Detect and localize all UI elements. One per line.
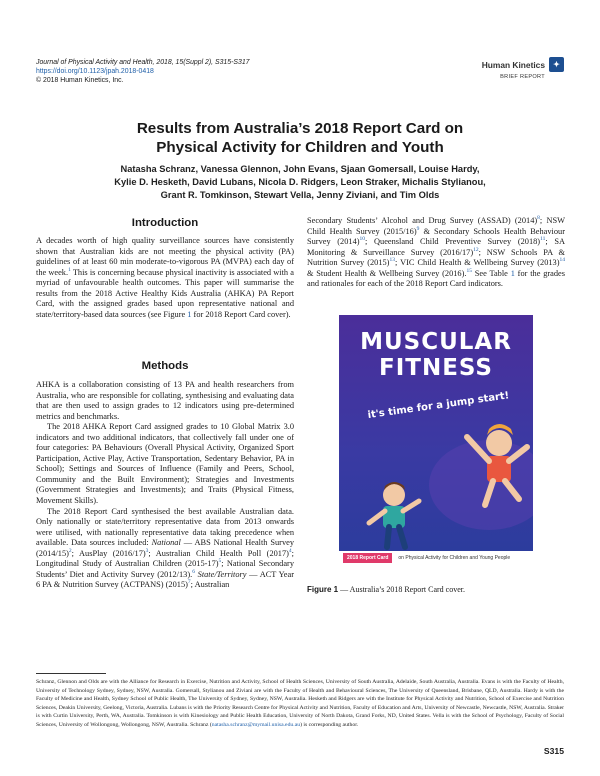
- paragraph: AHKA is a collaboration consisting of 13 PA and health researchers from Australia, who are responsible for collating, synthesising and evaluating data that are then used to assign grades to 12 indicators using pre-determined metrics and benchmarks.: [36, 380, 294, 421]
- figure-caption: Figure 1 — Australia’s 2018 Report Card cover.: [307, 585, 465, 594]
- reference-link[interactable]: 15: [466, 267, 472, 274]
- reference-link[interactable]: 4: [288, 547, 292, 554]
- cover-subtitle: it's time for a jump start!: [367, 390, 510, 422]
- introduction-heading: Introduction: [131, 217, 199, 229]
- author-list: [56, 163, 544, 203]
- reference-link[interactable]: 3: [145, 547, 149, 554]
- journal-header: [36, 58, 249, 85]
- title-line: Results from Australia’s 2018 Report Card on: [136, 120, 464, 137]
- reference-link[interactable]: 8: [537, 215, 540, 222]
- methods-text: [36, 380, 294, 591]
- cover-footer-text: on Physical Activity for Children and Young People: [398, 555, 511, 561]
- doi-link[interactable]: https://doi.org/10.1123/jpah.2018-0418: [36, 68, 154, 75]
- paragraph: The 2018 AHKA Report Card assigned grades to 10 Global Matrix 3.0 indicators and two additional indicators, that collectively fall under one of four categories: PA Behaviours (Overall Physical Activity, Organized Sport Participation, Active Play, Active Transportation, Sedentary Behavior, PA in School); Settings and Sources of Influence (Family and Peers, School, Community and the Built Environment); Strategies and Investments (Government Strategies and Investments); and Traits (Physical Fitness, Movement Skills).: [36, 422, 294, 506]
- author-line: Natasha Schranz, Vanessa Glennon, John Evans, Sjaan Gomersall, Louise Hardy,: [120, 164, 480, 174]
- reference-link[interactable]: 13: [389, 257, 395, 264]
- author-affiliations: Schranz, Glennon and Olds are with the Alliance for Research in Exercise, Nutrition and Activity, School of Health Sciences, University of South Australia, Adelaide, South Australia, Australia. Evans is with the Faculty of Health, University of Technology Sydney, Sydney, NSW, Australia. Gomersall, Stylianou and Ziviani are with the Faculty of Health and Behavioural Sciences, The University of Queensland, Brisbane, QLD, Australia. Hardy is with the Faculty of Medicine and Health, Sydney School of Public Health, The University of Sydney, Sydney, NSW, Australia. Hesketh and Ridgers are with the Institute for Physical Activity and Nutrition, School of Exercise and Nutrition Sciences, Deakin University, Geelong, Victoria, Australia. Lubans is with the Priority Research Centre for Physical Activity and Nutrition, Faculty of Education and Arts, University of Newcastle, Newcastle, NSW, Australia. Straker is with Curtin University, Perth, WA, Australia. Tomkinson is with Kinesiology and Public Health Education, University of North Dakota, Grand Forks, ND, United States. Vella is with the School of Psychology, Faculty of Social Sciences, University of Wollongong, Wollongong, NSW, Australia. Schranz (natasha.schranz@mymail.unisa.edu.au) is corresponding author.: [36, 679, 564, 728]
- publisher-name: Human Kinetics: [481, 59, 545, 70]
- introduction-text: A decades worth of high quality surveillance sources have consistently shown that Australian kids are not meeting the physical activity (PA) guidelines of at least 60 min moderate-to-vigorous PA (MVPA) each day of the week.$^1$ This is concerning because physical inactivity is associated with a myriad of unfavourable health outcomes. This paper will summarise the results from the 2018 Active Healthy Kids Australia (AHKA) PA Report Card, with the assigned grades based upon representative national and state/territory-based data sources (see Figure 1 for 2018 Report Card cover).: [36, 236, 294, 319]
- journal-citation: Journal of Physical Activity and Health, 2018, 15(Suppl 2), S315-S317: [36, 59, 250, 66]
- reference-link[interactable]: 5: [218, 558, 222, 565]
- reference-link[interactable]: 9: [416, 225, 420, 232]
- reference-link[interactable]: 1: [68, 266, 71, 273]
- methods-heading: Methods: [141, 360, 189, 372]
- cover-title: MUSCULAR FITNESS: [360, 329, 512, 381]
- reference-link[interactable]: 14: [559, 257, 565, 264]
- table-link[interactable]: 1: [510, 268, 515, 278]
- figure-link[interactable]: 1: [187, 309, 192, 319]
- cover-footer: [339, 551, 533, 565]
- author-line: Kylie D. Hesketh, David Lubans, Nicola D. Ridgers, Leon Straker, Michalis Stylianou,: [114, 177, 486, 188]
- publisher-block: [482, 57, 564, 80]
- article-type: BRIEF REPORT: [500, 74, 545, 80]
- paragraph: The 2018 Report Card synthesised the best available Australian data. Only nationally or state/territory representative data from 2013 onwards were utilised, with nationally representative data taking precedence when available. Data sources included: National — ABS National Health Survey (2014/15)$^2$; AusPlay (2016/17)$^3$; Australian Child Health Poll (2017)$^4$; Longitudinal Study of Australian Children (2015-17)$^5$; National Secondary Students’ Diet and Activity Survey (2012/13).$^6$ State/Territory — ACT Year 6 PA & Nutrition Survey (ACTPANS) (2015)$^7$; Australian: [36, 506, 294, 590]
- reference-link[interactable]: 6: [192, 569, 195, 576]
- reference-link[interactable]: 2: [68, 547, 72, 554]
- cover-footer-tag: 2018 Report Card: [343, 553, 392, 563]
- reference-link[interactable]: 12: [473, 246, 479, 253]
- article-title: [0, 120, 600, 157]
- reference-link[interactable]: 7: [187, 579, 191, 586]
- copyright: © 2018 Human Kinetics, Inc.: [36, 77, 124, 84]
- report-card-cover-image: [339, 315, 533, 565]
- data-sources-text: Secondary Students’ Alcohol and Drug Survey (ASSAD) (2014)$^8$; NSW Child Health Survey (2015/16)$^9$ & Secondary Schools Health Behaviour Survey (2014)$^{10}$; Queensland Child Preventive Survey (2018)$^{11}$; SA Monitoring & Surveillance Survey (2016/17)$^{12}$; NSW Schools PA & Nutrition Survey (2015)$^{13}$; VIC Child Health & Wellbeing Survey (2013)$^{14}$ & Student Health & Wellbeing Survey (2016).$^{15}$ See Table 1 for the grades and rationales for each of the 2018 Report Card indicators.: [307, 215, 566, 289]
- publisher-logo-icon: ✦: [549, 57, 564, 72]
- title-line: Physical Activity for Children and Youth: [156, 138, 444, 156]
- page-number: S315: [543, 746, 564, 756]
- corresponding-email-link[interactable]: natasha.schranz@mymail.unisa.edu.au: [211, 721, 301, 728]
- footnote-divider: [36, 673, 106, 674]
- reference-link[interactable]: 11: [540, 236, 546, 243]
- author-line: Grant R. Tomkinson, Stewart Vella, Jenny Ziviani, and Tim Olds: [160, 190, 440, 201]
- reference-link[interactable]: 10: [359, 236, 366, 243]
